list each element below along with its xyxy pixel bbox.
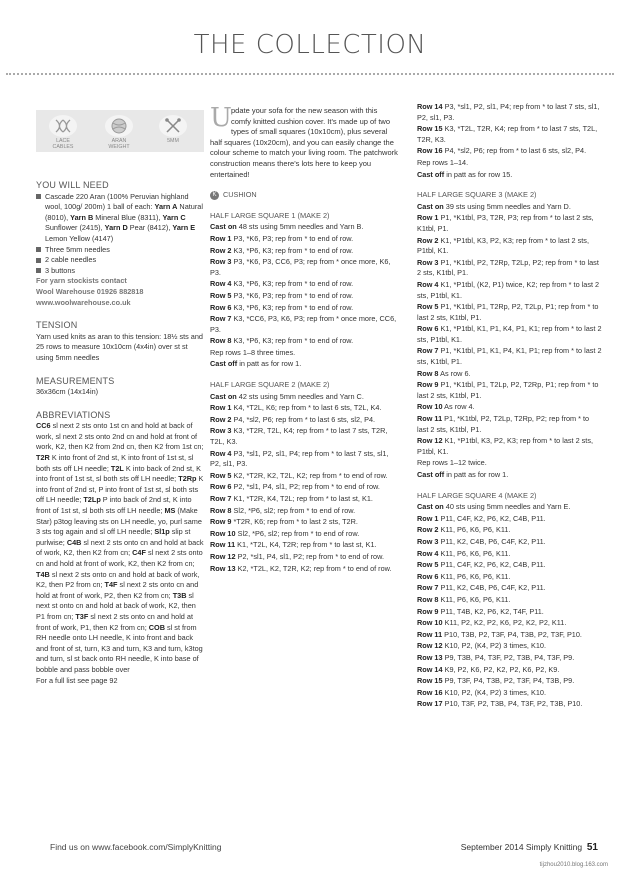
row-label: Row 11 (417, 629, 443, 639)
pattern-row (210, 517, 398, 528)
drop-cap: U (210, 103, 232, 133)
row-instruction: P4, *sl2, P6; rep from * to last 6 sts, sl2, P4. (442, 146, 587, 156)
pattern-row (210, 392, 398, 403)
you-will-need-heading: YOU WILL NEED (36, 180, 109, 190)
pattern-row (417, 618, 602, 629)
pattern-row (210, 279, 398, 290)
row-instruction: K1, *P1tbl, (K2, P1) twice, K2; rep from * to last 2 sts, P1tbl, K1. (417, 279, 600, 300)
row-label: Row 2 (210, 245, 232, 255)
row-instruction: K11, P6, K6, P6, K11. (438, 548, 511, 558)
row-label: Row 1 (210, 233, 232, 243)
section-heading: HALF LARGE SQUARE 3 (MAKE 2) (417, 190, 537, 200)
row-instruction: P1, *K1tbl, P3, T2R, P3; rep from * to last 2 sts, K1tbl, P1. (417, 213, 594, 233)
abbreviation-key: Sl1p (154, 527, 170, 537)
row-label: Row 6 (210, 482, 232, 492)
yarn-intro: Cascade 220 Aran (100% Peruvian highland wool, 100g/ 200m) 1 ball of each: (45, 191, 189, 212)
pattern-row (210, 257, 398, 278)
row-label: Cast off (417, 470, 445, 479)
need-item: 2 cable needles (36, 255, 204, 266)
pattern-row (210, 291, 398, 302)
row-label: Cast on (417, 201, 444, 211)
row-instruction: K4, *T2L, K6; rep from * to last 6 sts, T2L, K4. (231, 403, 382, 413)
row-label: Row 4 (417, 279, 439, 289)
abbreviation-definition: sl next 2 sts onto cn and hold at front of work, K2, then K2 from cn; (36, 548, 203, 568)
row-label: Row 3 (417, 257, 439, 267)
yarn-d-label: Yarn D (104, 223, 128, 233)
pattern-row (417, 324, 602, 345)
row-instruction: 42 sts using 5mm needles and Yarn C. (236, 391, 364, 401)
row-label: Row 4 (210, 279, 232, 289)
aran-weight-label: ARAN WEIGHT (108, 138, 130, 150)
row-label: Cast off (417, 169, 445, 179)
dotted-divider (6, 73, 614, 75)
row-instruction: in patt as for row 1. (444, 470, 509, 479)
row-instruction: K3, *P6, K3; rep from * to end of row. (231, 279, 354, 289)
abbreviation-key: T2Rp (178, 474, 197, 484)
yarn-a-label: Yarn A (154, 202, 178, 212)
row-instruction: P11, T4B, K2, P6, K2, T4F, P11. (438, 606, 544, 616)
row-instruction: K1, *P1tbl, K1, P1, K4, P1, K1; rep from * to last 2 sts, P1tbl, K1. (417, 324, 602, 344)
page-number: 51 (586, 842, 598, 853)
pattern-row (417, 537, 602, 548)
row-label: Row 8 (417, 594, 439, 604)
row-instruction: Rep rows 1–14. (417, 157, 469, 167)
row-instruction: K3, *P6, K3; rep from * to end of row. (231, 245, 354, 255)
left-column (36, 110, 204, 686)
row-instruction: P11, K2, C4B, P6, C4F, K2, P11. (438, 536, 546, 546)
row-label: Row 10 (210, 528, 236, 538)
pattern-row (210, 449, 398, 470)
pattern-row (417, 699, 602, 710)
footer-facebook: Find us on www.facebook.com/SimplyKnitting (50, 842, 222, 852)
pattern-row (417, 213, 602, 234)
row-instruction: K11, P2, K2, P2, K6, P2, K2, P2, K11. (442, 618, 567, 628)
footer-issue-text: September 2014 Simply Knitting (460, 842, 583, 852)
abbreviation-definition: sl next 2 sts onto cn and hold at front of work, P2, then K2 from cn; (36, 580, 199, 600)
row-label: Row 8 (417, 368, 439, 378)
needle-size-badge (154, 115, 192, 144)
pattern-row (210, 415, 398, 426)
row-instruction: P2, *sl1, P4, sl1, P2; rep from * to end of row. (235, 551, 384, 561)
row-instruction: P10, T3B, P2, T3F, P4, T3B, P2, T3F, P10. (442, 629, 582, 639)
measurements-text: 36x36cm (14x14in) (36, 387, 99, 397)
pattern-row (210, 540, 398, 551)
row-label: Row 5 (210, 290, 232, 300)
yarn-c-label: Yarn C (162, 212, 186, 222)
pattern-row (417, 525, 602, 536)
abbreviation-definition: K into back of 2nd st, K into front of 1st st, sl both sts off LH needle; (36, 463, 201, 484)
pattern-row (210, 246, 398, 257)
pattern-row (417, 414, 602, 435)
pattern-row (417, 302, 602, 323)
section-heading: HALF LARGE SQUARE 1 (MAKE 2) (210, 210, 330, 220)
row-label: Row 10 (417, 402, 443, 412)
row-instruction: P10, T3F, P2, T3B, P4, T3F, P2, T3B, P10. (442, 699, 583, 709)
row-instruction: P3, *K6, P3; rep from * to end of row. (231, 290, 354, 300)
row-label: Row 16 (417, 146, 443, 156)
pattern-row (417, 158, 602, 169)
pattern-row (210, 494, 398, 505)
pattern-row (417, 124, 602, 145)
section-heading: HALF LARGE SQUARE 4 (MAKE 2) (417, 490, 537, 500)
pattern-row (210, 222, 398, 233)
row-instruction: in patt as for row 15. (444, 169, 513, 179)
skill-icons-panel (36, 110, 204, 152)
row-instruction: K3, *CC6, P3, K6, P3; rep from * once more, CC6, P3. (210, 314, 397, 334)
yarn-e-value: Lemon Yellow (4147) (45, 233, 114, 243)
row-label: Row 8 (210, 336, 232, 346)
yarn-b-value: Mineral Blue (8311), (93, 212, 161, 222)
row-instruction: P9, T3B, P4, T3F, P2, T3B, P4, T3F, P9. (442, 652, 575, 662)
row-instruction: P1, *K1tbl, P2, T2Rp, T2Lp, P2; rep from * to last 2 sts, K1tbl, P1. (417, 257, 599, 278)
abbreviation-key: T3F (75, 611, 89, 621)
pattern-row (210, 359, 398, 370)
yarn-d-value: Pear (8412), (127, 223, 171, 233)
pattern-row (417, 170, 602, 181)
row-label: Cast on (417, 502, 444, 512)
yarn-ball-icon (105, 115, 133, 137)
tension-heading: TENSION (36, 320, 78, 331)
abbreviation-definition: sl next 2 sts onto 1st cn and hold at back of work, sl next 2 sts onto 2nd cn and hold at front of work, K2, then K2 from 2nd cn, then K2 from 1st cn; (36, 421, 204, 452)
knit-badge-icon: K (210, 191, 219, 200)
row-label: Row 1 (417, 513, 439, 523)
row-label: Row 9 (210, 517, 232, 527)
abbreviation-definition: sl st from RH needle onto LH needle, K into front and back and front of st, turn, K3 and turn, K3 and turn, k3tog and turn, sl st back onto RH needle, K into base of bobble and pass bobble over (36, 622, 203, 674)
row-instruction: P3, *K6, P3; rep from * to end of row. (231, 233, 354, 243)
pattern-row (417, 369, 602, 380)
pattern-row (417, 458, 602, 469)
row-instruction: K1, *T2L, K4, T2R; rep from * to last st, K1. (235, 540, 377, 550)
row-label: Row 1 (417, 213, 439, 223)
section-heading: HALF LARGE SQUARE 2 (MAKE 2) (210, 380, 330, 390)
row-instruction: P1, *K1tbl, P1, T2Rp, P2, T2Lp, P1; rep from * to last 2 sts, K1tbl, P1. (417, 302, 599, 322)
row-instruction: Sl2, *P6, sl2; rep from * to end of row. (231, 505, 356, 515)
pattern-row (417, 470, 602, 481)
row-label: Row 7 (417, 346, 439, 356)
needles-icon (159, 115, 187, 137)
row-label: Cast on (210, 391, 237, 401)
abbreviation-definition: sl next st onto cn and hold at back of work, K2, then P1 from cn; (36, 590, 196, 621)
row-instruction: K2, *T2L, K2, T2R, K2; rep from * to end of row. (235, 563, 392, 573)
abbreviation-key: T3B (172, 590, 187, 600)
yarn-e-label: Yarn E (172, 223, 196, 233)
pattern-row (210, 471, 398, 482)
abbreviation-definition: (Make Star) p3tog leaving sts on LH needle, yo, purl same 3 sts tog again and sl off LH needle; (36, 506, 202, 537)
row-instruction: in patt as for row 1. (237, 359, 302, 369)
pattern-row (417, 102, 602, 123)
row-instruction: As row 4. (442, 402, 475, 412)
row-label: Row 5 (210, 470, 232, 480)
abbreviation-definition: P into back of 2nd st, K into front of 1st st, sl both sts off LH needle; (36, 495, 192, 516)
pattern-row (417, 402, 602, 413)
abbreviation-definition: sl next 2 sts onto cn and hold at back of work, K2, then P2 from cn; (36, 569, 200, 590)
row-instruction: Sl2, *P6, sl2; rep from * to end of row. (235, 528, 360, 538)
row-label: Row 1 (210, 403, 232, 413)
row-label: Row 2 (417, 235, 439, 245)
row-instruction: K11, P6, K6, P6, K11. (438, 571, 511, 581)
row-label: Row 2 (210, 414, 232, 424)
pattern-row (417, 676, 602, 687)
row-instruction: P11, K2, C4B, P6, C4F, K2, P11. (438, 583, 546, 593)
pattern-row (210, 336, 398, 347)
pattern-row (417, 630, 602, 641)
abbreviation-key: MS (164, 506, 176, 516)
pattern-row (210, 529, 398, 540)
row-label: Row 13 (417, 652, 443, 662)
abbreviation-key: C4B (66, 537, 82, 547)
row-label: Row 5 (417, 560, 439, 570)
lace-cables-badge (44, 115, 82, 150)
need-item: Three 5mm needles (36, 245, 204, 256)
page-title: THE COLLECTION (193, 30, 427, 60)
row-instruction: 48 sts using 5mm needles and Yarn B. (236, 222, 364, 232)
intro-paragraph (210, 103, 398, 180)
row-instruction: Rep rows 1–8 three times. (210, 347, 296, 357)
cushion-label-row (210, 190, 398, 201)
yarn-b-label: Yarn B (70, 212, 94, 222)
pattern-row (417, 514, 602, 525)
row-label: Row 3 (210, 257, 232, 267)
row-instruction: K9, P2, K6, P2, K2, P2, K6, P2, K9. (442, 664, 560, 674)
abbreviation-definition: slip st purlwise; (36, 527, 191, 547)
pattern-row (210, 564, 398, 575)
pattern-row (417, 146, 602, 157)
section-half-large-square-2-continued (417, 102, 602, 180)
pattern-row (417, 560, 602, 571)
pattern-row (210, 303, 398, 314)
pattern-row (417, 502, 602, 513)
abbreviation-key: COB (148, 622, 165, 632)
pattern-row (210, 506, 398, 517)
row-instruction: As row 6. (438, 368, 471, 378)
row-label: Row 3 (417, 536, 439, 546)
row-instruction: P11, C4F, K2, P6, K2, C4B, P11. (438, 513, 546, 523)
row-label: Row 15 (417, 124, 443, 134)
cushion-label: CUSHION (223, 190, 257, 200)
need-item: 3 buttons (36, 266, 204, 277)
row-instruction: K1, *T2R, K4, T2L; rep from * to last st, K1. (231, 494, 373, 503)
row-instruction: P9, T3F, P4, T3B, P2, T3F, P4, T3B, P9. (442, 676, 575, 686)
row-label: Row 14 (417, 664, 443, 674)
row-label: Row 10 (417, 618, 443, 628)
abbreviations-text (36, 421, 204, 675)
pattern-row (417, 688, 602, 699)
row-label: Cast off (210, 359, 238, 369)
row-instruction: P4, *sl2, P6; rep from * to last 6 sts, sl2, P4. (231, 414, 376, 424)
row-label: Row 8 (210, 505, 232, 515)
row-instruction: K3, *T2R, T2L, K4; rep from * to last 7 sts, T2R, T2L, K3. (210, 426, 388, 447)
row-instruction: P11, C4F, K2, P6, K2, C4B, P11. (438, 560, 546, 570)
abbreviation-key: T4F (104, 580, 118, 590)
aran-weight-badge (100, 115, 138, 150)
lace-cables-icon (49, 115, 77, 137)
pattern-row (417, 280, 602, 301)
pattern-row (417, 236, 602, 257)
pattern-row (417, 346, 602, 367)
row-label: Row 14 (417, 102, 443, 111)
pattern-row (417, 380, 602, 401)
row-label: Row 3 (210, 426, 232, 436)
abbreviation-key: T2Lp (83, 495, 101, 505)
intro-text: pdate your sofa for the new season with this comfy knitted cushion cover. It's made up of two types of small squares (10x10cm), plus several half squares (10x20cm), and you can easily change the colour scheme to match your living room. The patchwork construction means there's lots here to keep you entertained! (210, 106, 398, 179)
watermark: tijzhou2010.blog.163.com (539, 862, 608, 868)
abbreviation-definition: sl next 2 sts onto cn and hold at back of work, K2, then K2 from cn; (36, 537, 204, 558)
row-label: Row 17 (417, 699, 443, 709)
section-half-large-square-3 (417, 190, 602, 480)
row-label: Row 4 (210, 448, 232, 458)
row-instruction: 39 sts using 5mm needles and Yarn D. (443, 201, 571, 211)
row-label: Row 6 (417, 571, 439, 581)
stockist-website: www.woolwarehouse.co.uk (36, 297, 131, 307)
row-instruction: P3, *sl1, P2, sl1, P4; rep from * to last 7 sts, sl1, P2, sl1, P3. (210, 448, 389, 469)
row-label: Row 9 (417, 606, 439, 616)
row-label: Row 13 (210, 563, 236, 573)
row-instruction: K11, P6, K6, P6, K11. (438, 525, 511, 535)
row-label: Row 12 (417, 436, 443, 446)
row-instruction: P1, *K1tbl, P1, T2Lp, P2, T2Rp, P1; rep from * to last 2 sts, K1tbl, P1. (417, 380, 599, 400)
row-label: Row 16 (417, 687, 443, 697)
pattern-row (417, 202, 602, 213)
yarn-a-value: Natural (8010), (45, 202, 203, 222)
row-instruction: P3, *sl1, P2, sl1, P4; rep from * to last 7 sts, sl1, P2, sl1, P3. (417, 102, 600, 122)
row-instruction: P1, *K1tbl, P2, T2Lp, T2Rp, P2; rep from * to last 2 sts, K1tbl, P1. (417, 414, 590, 434)
pattern-row (417, 595, 602, 606)
section-half-large-square-1 (210, 211, 398, 370)
pattern-row (417, 653, 602, 664)
row-label: Row 12 (417, 641, 443, 651)
row-label: Row 7 (210, 314, 232, 324)
pattern-row (417, 549, 602, 560)
row-instruction: K11, P6, K6, P6, K11. (438, 594, 511, 604)
lace-cables-label: LACE CABLES (52, 138, 74, 150)
row-label: Row 9 (417, 380, 439, 390)
stockist-label: For yarn stockists contact (36, 276, 127, 286)
abbreviation-key: T4B (36, 569, 50, 579)
row-instruction: K3, *T2L, T2R, K4; rep from * to last 7 sts, T2L, T2R, K3. (417, 124, 598, 144)
row-instruction: *T2R, K6; rep from * to last 2 sts, T2R. (231, 517, 358, 527)
measurements-heading: MEASUREMENTS (36, 375, 115, 386)
pattern-row (210, 482, 398, 493)
row-instruction: K1, *P1tbl, K3, P2, K3; rep from * to last 2 sts, P1tbl, K1. (417, 235, 589, 256)
abbreviation-key: CC6 (36, 421, 51, 431)
row-label: Cast on (210, 222, 237, 232)
pattern-row (210, 403, 398, 414)
pattern-row (417, 436, 602, 457)
pattern-row (210, 348, 398, 359)
pattern-row (210, 314, 398, 335)
row-label: Row 4 (417, 548, 439, 558)
row-instruction: K3, *P6, K3; rep from * to end of row. (231, 302, 354, 312)
pattern-row (417, 583, 602, 594)
row-instruction: K10, P2, (K4, P2) 3 times, K10. (442, 687, 546, 697)
section-half-large-square-4 (417, 491, 602, 710)
row-label: Row 12 (210, 551, 236, 561)
section-half-large-square-2 (210, 380, 398, 574)
abbreviations-footnote: For a full list see page 92 (36, 675, 118, 685)
row-instruction: K2, *T2R, K2, T2L, K2; rep from * to end of row. (231, 470, 388, 480)
row-label: Row 11 (210, 540, 236, 550)
abbreviation-definition: sl next 2 sts onto cn and hold at front of work, P1, then K2 from cn; (36, 611, 193, 632)
abbreviation-definition: K into front of 2nd st, K into front of 1st st, sl both sts off LH needle; (36, 453, 194, 473)
row-label: Row 7 (210, 494, 232, 503)
row-instruction: 40 sts using 5mm needles and Yarn E. (443, 502, 571, 512)
abbreviation-key: T2R (36, 453, 50, 463)
abbreviation-key: T2L (110, 463, 124, 473)
yarn-c-value: Sunflower (2415), (45, 223, 103, 233)
abbreviation-key: C4F (132, 548, 146, 558)
pattern-row (417, 258, 602, 279)
row-label: Row 2 (417, 525, 439, 535)
row-instruction: K10, P2, (K4, P2) 3 times, K10. (442, 641, 546, 651)
abbreviations-heading: ABBREVIATIONS (36, 409, 111, 420)
row-instruction: K3, *P6, K3; rep from * to end of row. (231, 336, 354, 346)
footer-issue (461, 842, 598, 853)
row-instruction: P2, *sl1, P4, sl1, P2; rep from * to end of row. (231, 482, 380, 492)
row-label: Row 15 (417, 676, 443, 686)
pattern-row (210, 234, 398, 245)
pattern-row (417, 607, 602, 618)
needle-size-label: 5MM (167, 138, 179, 144)
row-instruction: Rep rows 1–12 twice. (417, 458, 487, 468)
row-instruction: K1, *P1tbl, K3, P2, K3; rep from * to last 2 sts, P1tbl, K1. (417, 436, 594, 456)
row-label: Row 6 (417, 324, 439, 334)
pattern-row (210, 552, 398, 563)
row-label: Row 6 (210, 302, 232, 312)
row-instruction: P1, *K1tbl, P1, K1, P4, K1, P1; rep from * to last 2 sts, K1tbl, P1. (417, 346, 602, 367)
pattern-row (210, 426, 398, 447)
abbreviation-definition: K into front of 2nd st, P into front of 1st st, sl both sts off LH needle; (36, 474, 204, 505)
pattern-row (417, 572, 602, 583)
middle-column (210, 103, 398, 575)
stockist-phone: Wool Warehouse 01926 882818 (36, 286, 144, 296)
pattern-row (417, 641, 602, 652)
pattern-row (417, 665, 602, 676)
right-column (417, 102, 602, 711)
row-instruction: P3, *K6, P3, CC6, P3; rep from * once more, K6, P3. (210, 257, 391, 277)
tension-text: Yarn used knits as aran to this tension: 18½ sts and 25 rows to measure 10x10cm (4x4in) over st st using 5mm needles (36, 331, 203, 362)
row-label: Row 5 (417, 302, 439, 312)
row-label: Row 11 (417, 414, 443, 424)
row-label: Row 7 (417, 583, 439, 593)
yarn-list-item (36, 192, 204, 245)
